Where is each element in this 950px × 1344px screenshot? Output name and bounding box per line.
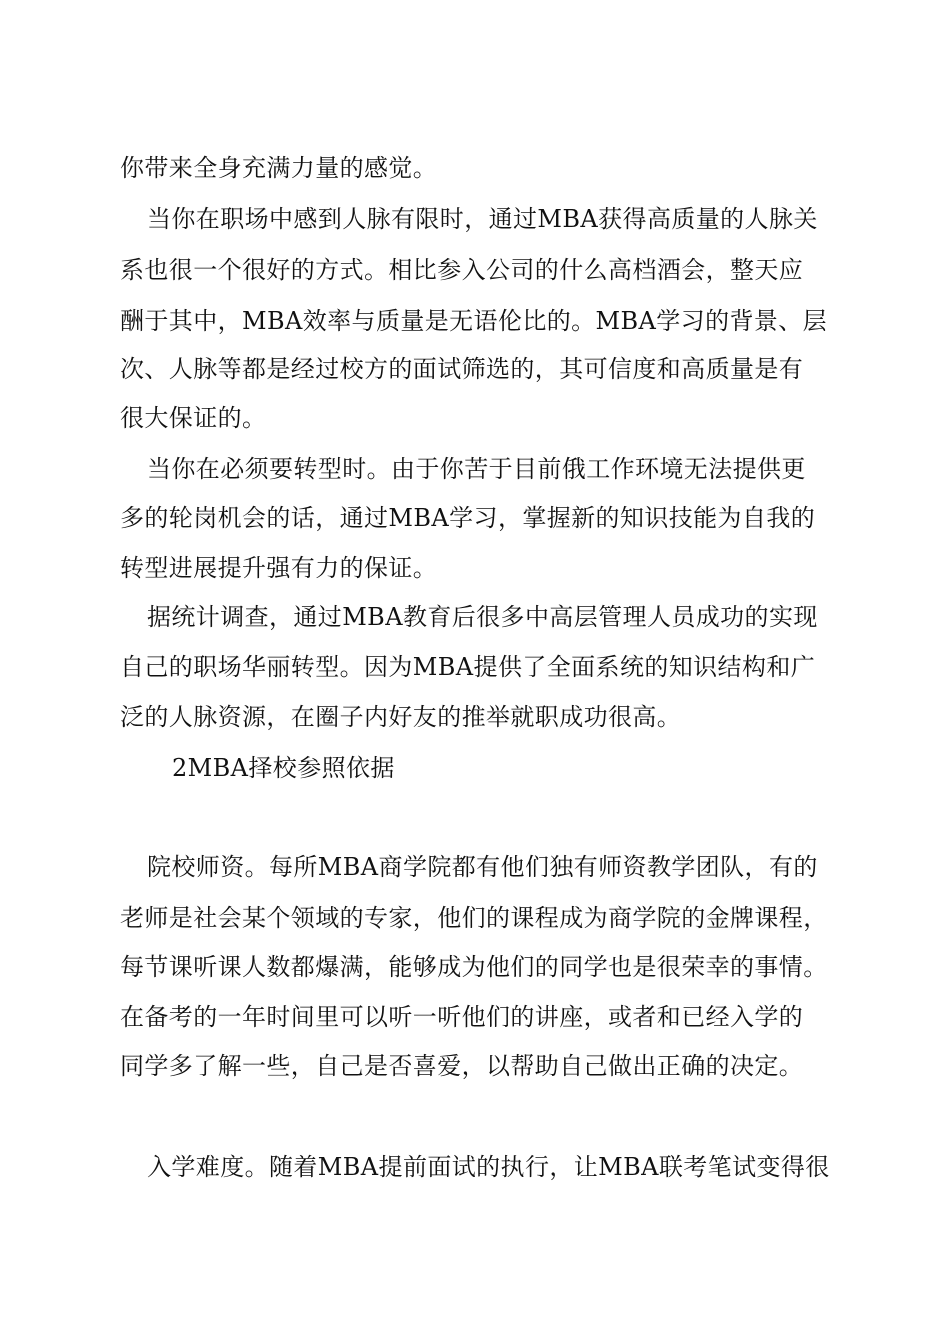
text-line: 你带来全身充满力量的感觉。 — [120, 154, 438, 182]
text-line: 据统计调查，通过MBA教育后很多中高层管理人员成功的实现 — [147, 603, 818, 631]
text-line: 酬于其中，MBA效率与质量是无语伦比的。MBA学习的背景、层 — [120, 307, 828, 335]
text-line: 自己的职场华丽转型。因为MBA提供了全面系统的知识结构和广 — [120, 653, 816, 681]
text-line: 院校师资。每所MBA商学院都有他们独有师资教学团队，有的 — [147, 853, 818, 881]
section-heading: 2MBA择校参照依据 — [172, 754, 395, 782]
text-line: 转型进展提升强有力的保证。 — [120, 554, 438, 582]
text-line: 系也很一个很好的方式。相比参入公司的什么高档酒会，整天应 — [120, 256, 804, 284]
text-line: 很大保证的。 — [120, 404, 267, 432]
text-line: 当你在职场中感到人脉有限时，通过MBA获得高质量的人脉关 — [147, 205, 818, 233]
text-line: 老师是社会某个领域的专家，他们的课程成为商学院的金牌课程， — [120, 904, 828, 932]
text-line: 当你在必须要转型时。由于你苦于目前俄工作环境无法提供更 — [147, 455, 806, 483]
text-line: 每节课听课人数都爆满，能够成为他们的同学也是很荣幸的事情。 — [120, 953, 828, 981]
text-line: 泛的人脉资源，在圈子内好友的推举就职成功很高。 — [120, 703, 682, 731]
text-line: 入学难度。随着MBA提前面试的执行，让MBA联考笔试变得很 — [147, 1153, 830, 1181]
text-line: 同学多了解一些，自己是否喜爱，以帮助自己做出正确的决定。 — [120, 1052, 804, 1080]
text-line: 次、人脉等都是经过校方的面试筛选的，其可信度和高质量是有 — [120, 355, 804, 383]
text-line: 多的轮岗机会的话，通过MBA学习，掌握新的知识技能为自我的 — [120, 504, 816, 532]
text-line: 在备考的一年时间里可以听一听他们的讲座，或者和已经入学的 — [120, 1003, 804, 1031]
